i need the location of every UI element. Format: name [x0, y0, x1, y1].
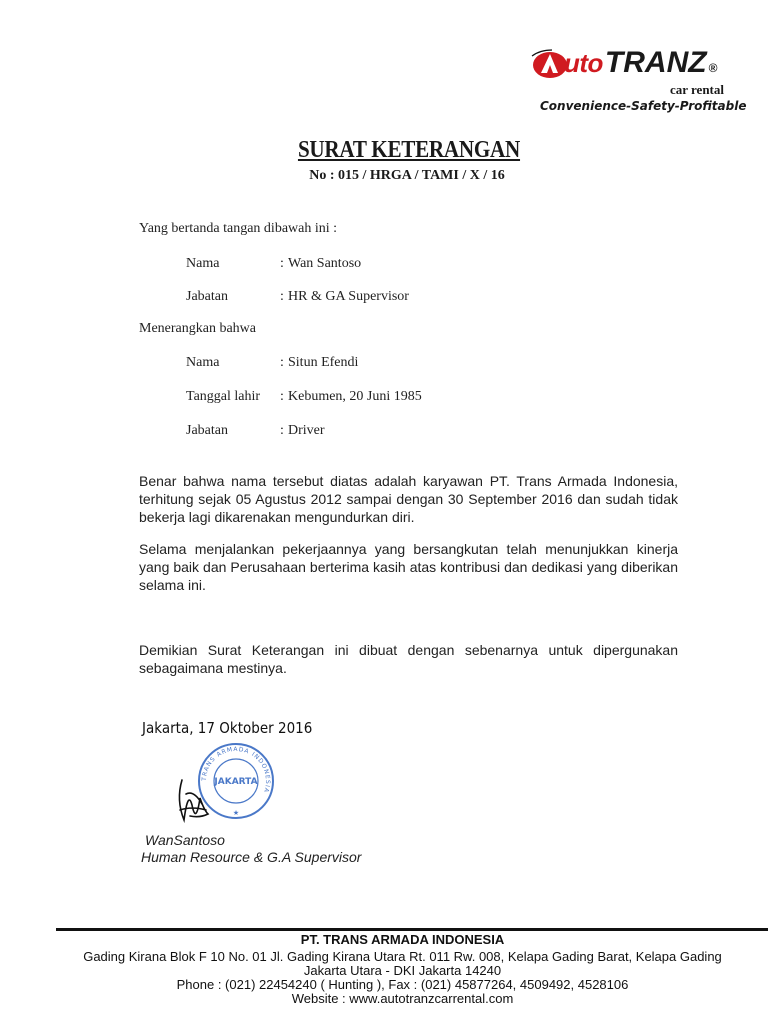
footer-phone: Phone : (021) 22454240 ( Hunting ), Fax : (021) 45877264, 4509492, 4528106: [176, 977, 629, 992]
signer-name-label: Nama: [186, 256, 220, 271]
employee-name-label: Nama: [186, 355, 220, 370]
signer-title: Human Resource & G.A Supervisor: [141, 849, 362, 865]
footer-website: Website : www.autotranzcarrental.com: [291, 991, 514, 1006]
employment-paragraph: Benar bahwa nama tersebut diatas adalah karyawan PT. Trans Armada Indonesia, terhitung sejak 05 Agustus 2012 sampai dengan 30 September 2016 dan sudah tidak bekerja lagi dikarenakan mengundurkan diri.: [139, 473, 678, 525]
signer-position-label: Jabatan: [186, 289, 228, 304]
handwritten-signature: [170, 770, 220, 830]
performance-paragraph: Selama menjalankan pekerjaannya yang bersangkutan telah menunjukkan kinerja yang baik dan Perusahaan berterima kasih atas kontribusi dan dedikasi yang diberikan selama ini.: [139, 541, 678, 593]
document-number: No : 015 / HRGA / TAMI / X / 16: [309, 168, 505, 183]
employee-name-value: Situn Efendi: [288, 355, 359, 370]
footer-address-line1: Gading Kirana Blok F 10 No. 01 Jl. Gading Kirana Utara Rt. 011 Rw. 008, Kelapa Gading Barat, Kelapa Gading: [83, 949, 722, 964]
company-logo: [520, 44, 747, 124]
statement-text: Menerangkan bahwa: [139, 321, 257, 336]
logo-auto-text: uto: [564, 48, 603, 78]
logo-tranz-text: TRANZ: [604, 46, 707, 79]
city-date: Jakarta, 17 Oktober 2016: [142, 719, 313, 737]
footer-address-line2: Jakarta Utara - DKI Jakarta 14240: [303, 963, 502, 978]
signer-position-colon: :: [280, 289, 284, 304]
employee-birth-label: Tanggal lahir: [186, 389, 261, 404]
stamp-ring-text: TRANS ARMADA INDONESIA: [200, 745, 272, 794]
signer-position-value: HR & GA Supervisor: [288, 289, 409, 304]
logo-wordmark: [534, 46, 717, 80]
employee-birth-value: Kebumen, 20 Juni 1985: [288, 389, 422, 404]
logo-tagline: Convenience-Safety-Profitable: [540, 99, 747, 113]
signer-name-colon: :: [280, 256, 284, 271]
employee-birth-colon: :: [280, 389, 284, 404]
logo-subtitle: car rental: [669, 82, 724, 97]
registered-mark: ®: [708, 60, 718, 75]
employee-position-label: Jabatan: [186, 423, 228, 438]
intro-text: Yang bertanda tangan dibawah ini :: [139, 221, 338, 236]
signer-name-value: Wan Santoso: [288, 256, 362, 271]
stamp-center-text: JAKARTA: [214, 777, 258, 787]
employee-position-value: Driver: [288, 423, 325, 438]
document-title: SURAT KETERANGAN: [297, 137, 521, 163]
signer-name: WanSantoso: [145, 832, 225, 848]
employee-name-colon: :: [280, 355, 284, 370]
footer-company-name: PT. TRANS ARMADA INDONESIA: [300, 932, 505, 947]
employee-position-colon: :: [280, 423, 284, 438]
footer-divider: [56, 928, 768, 931]
svg-text:★: ★: [232, 809, 240, 817]
closing-paragraph: Demikian Surat Keterangan ini dibuat dengan sebenarnya untuk dipergunakan sebagaimana mestinya.: [139, 642, 678, 676]
